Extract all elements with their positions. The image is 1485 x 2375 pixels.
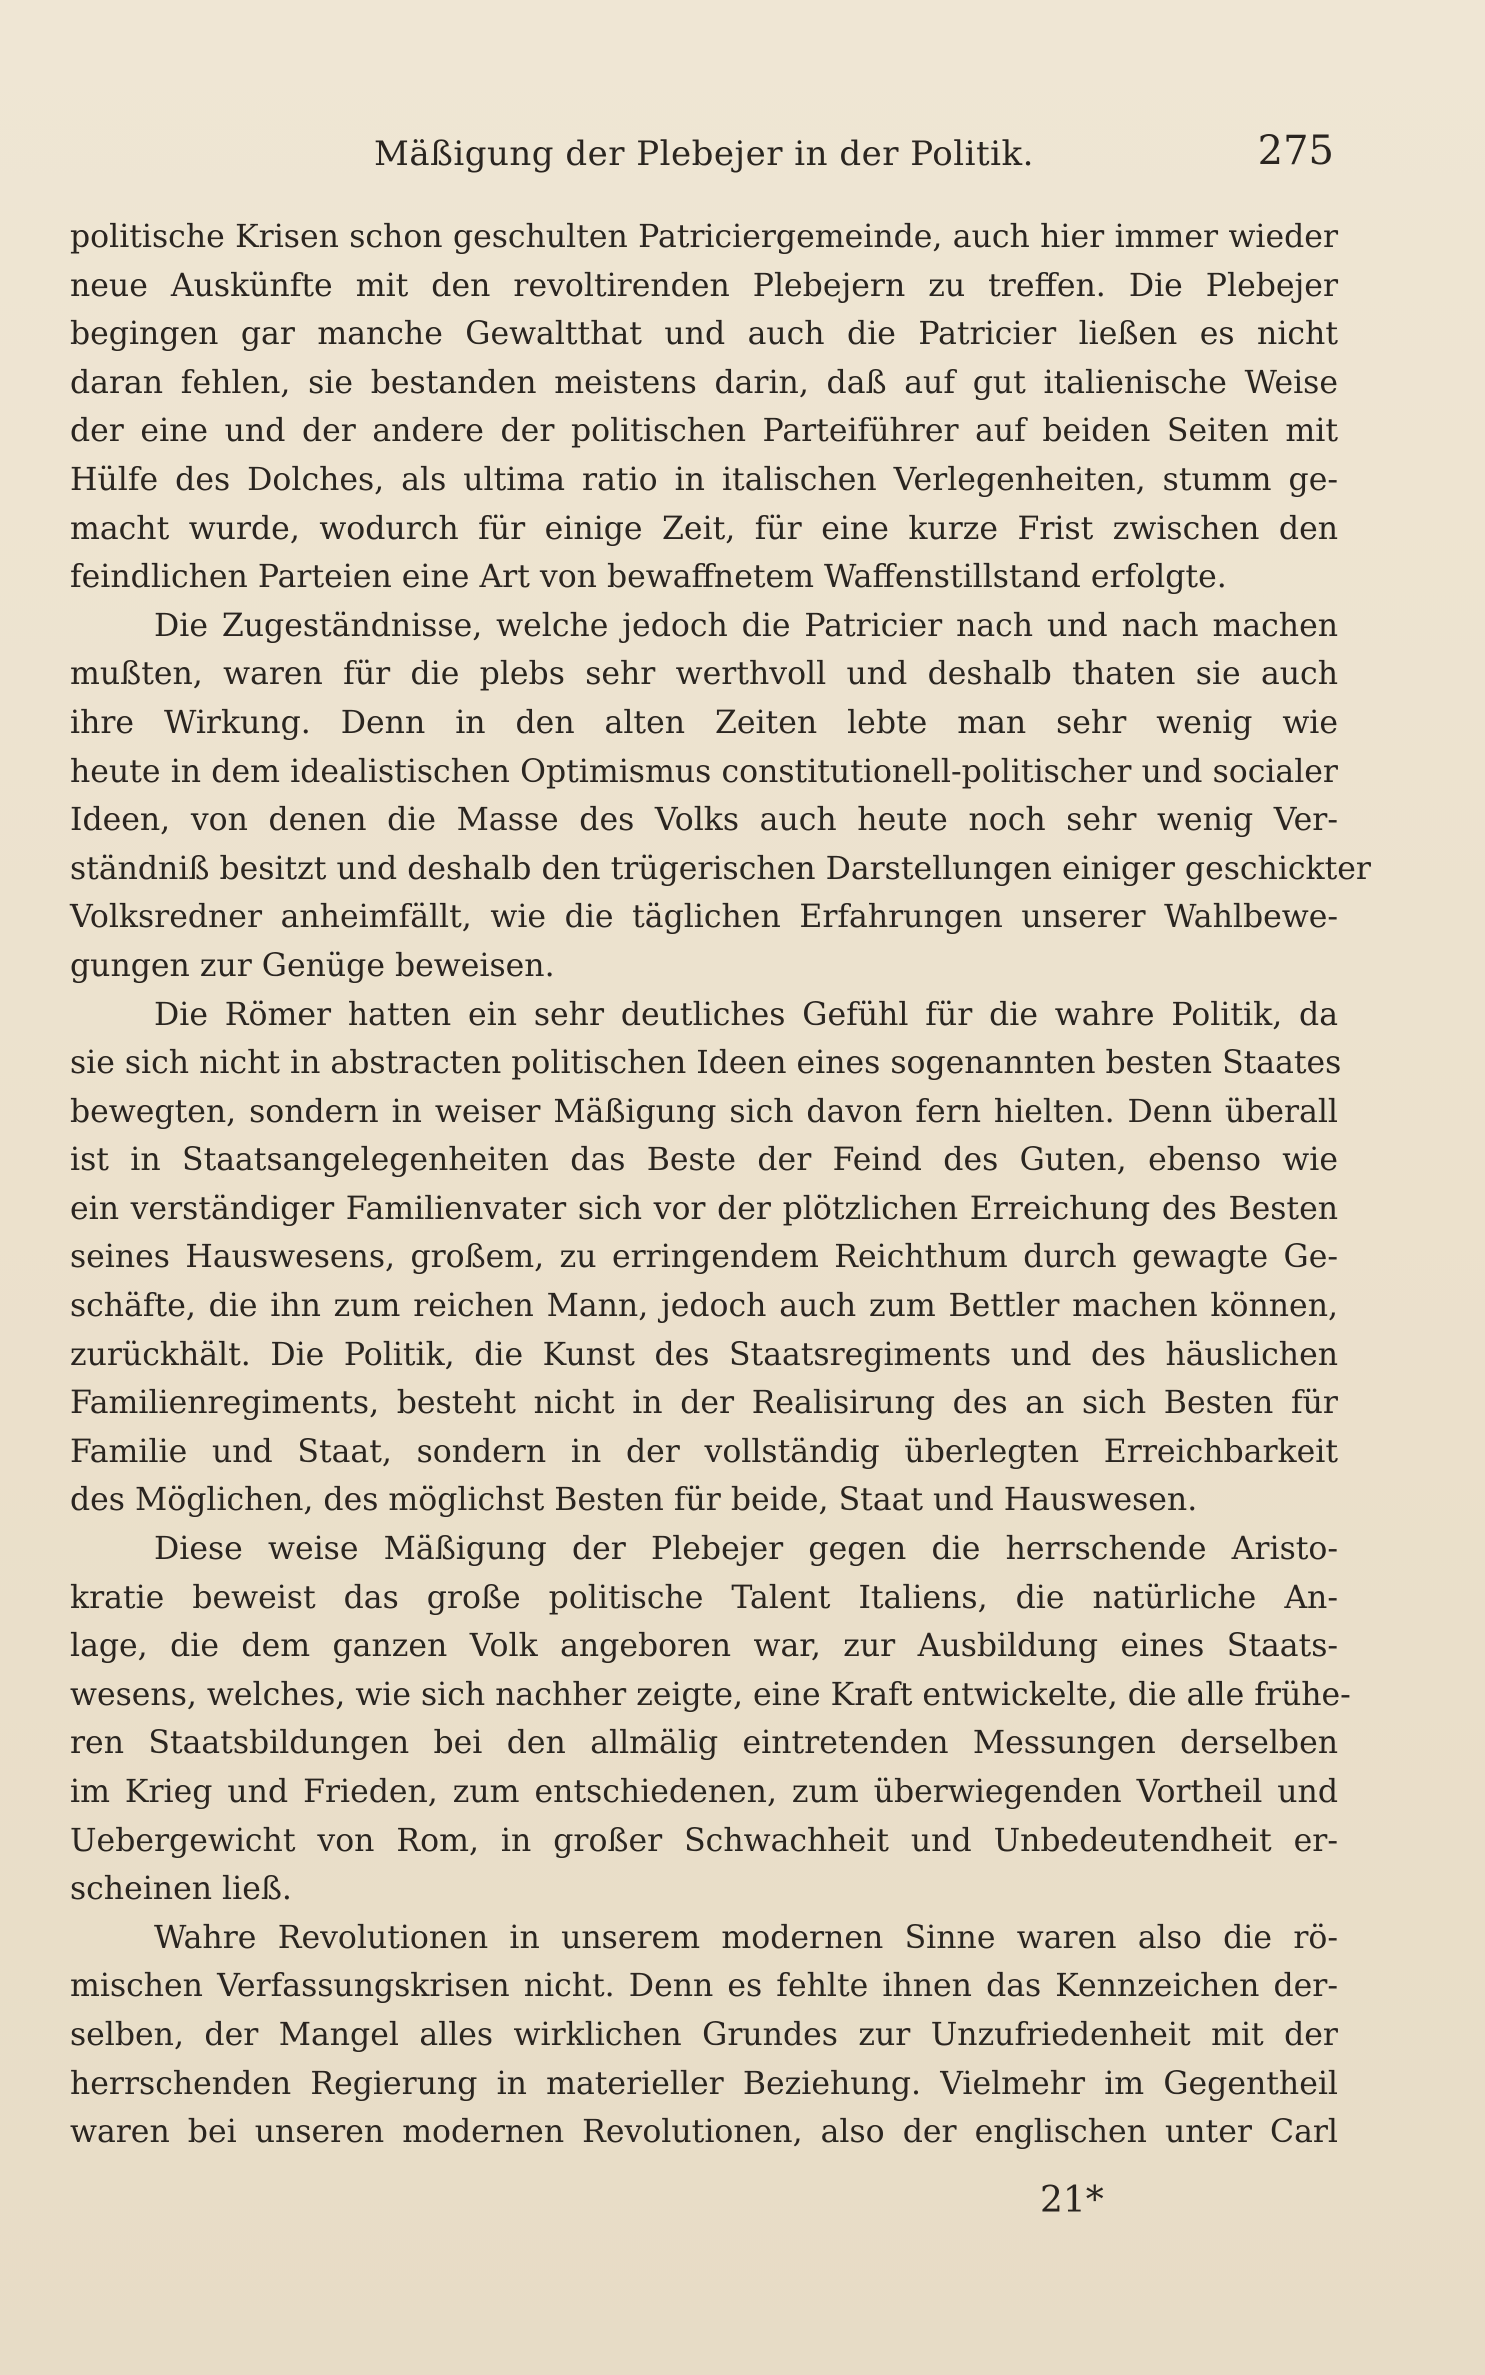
sheet-signature: 21* xyxy=(1040,2180,1104,2221)
text-line: kratie beweist das große politische Talent Italiens, die natürliche An- xyxy=(70,1579,1338,1616)
running-head xyxy=(70,128,1338,188)
text-line: Diese weise Mäßigung der Plebejer gegen die herrschende Aristo- xyxy=(154,1531,1338,1568)
text-line: Hülfe des Dolches, als ultima ratio in italischen Verlegenheiten, stumm ge- xyxy=(70,461,1338,498)
text-line: seines Hauswesens, großem, zu erringendem Reichthum durch gewagte Ge- xyxy=(70,1239,1338,1276)
text-line: Familienregiments, besteht nicht in der Realisirung des an sich Besten für xyxy=(70,1385,1338,1422)
text-line: Familie und Staat, sondern in der vollständig überlegten Erreichbarkeit xyxy=(70,1433,1338,1470)
text-line: im Krieg und Frieden, zum entschiedenen, zum überwiegenden Vortheil und xyxy=(70,1774,1338,1810)
body-text xyxy=(70,213,1371,2157)
text-line: bewegten, sondern in weiser Mäßigung sich davon fern hielten. Denn überall xyxy=(70,1093,1338,1130)
text-line: Wahre Revolutionen in unserem modernen Sinne waren also die rö- xyxy=(154,1919,1338,1956)
text-line: daran fehlen, sie bestanden meistens darin, daß auf gut italienische Weise xyxy=(70,364,1338,401)
text-line: schäfte, die ihn zum reichen Mann, jedoch auch zum Bettler machen können, xyxy=(70,1288,1338,1325)
text-line: der eine und der andere der politischen Parteiführer auf beiden Seiten mit xyxy=(70,413,1338,450)
text-line: mußten, waren für die plebs sehr werthvoll und deshalb thaten sie auch xyxy=(70,656,1338,693)
text-line: ein verständiger Familienvater sich vor der plötzlichen Erreichung des Besten xyxy=(70,1190,1338,1227)
running-title: Mäßigung der Plebejer in der Politik. xyxy=(374,134,1034,174)
text-line: waren bei unseren modernen Revolutionen, also der englischen unter Carl xyxy=(70,2114,1338,2151)
text-line: Volksredner anheimfällt, wie die täglichen Erfahrungen unserer Wahlbewe- xyxy=(70,899,1338,936)
text-line: Die Römer hatten ein sehr deutliches Gefühl für die wahre Politik, da xyxy=(154,996,1338,1033)
text-line: ihre Wirkung. Denn in den alten Zeiten lebte man sehr wenig wie xyxy=(70,704,1338,741)
text-line: Ideen, von denen die Masse des Volks auch heute noch sehr wenig Ver- xyxy=(70,802,1338,839)
text-line: macht wurde, wodurch für einige Zeit, für eine kurze Frist zwischen den xyxy=(70,510,1338,547)
text-line: ständniß besitzt und deshalb den trügerischen Darstellungen einiger geschickter xyxy=(70,850,1371,887)
text-line: ren Staatsbildungen bei den allmälig eintretenden Messungen derselben xyxy=(70,1725,1338,1762)
text-line: politische Krisen schon geschulten Patriciergemeinde, auch hier immer wieder xyxy=(70,219,1338,255)
text-line: lage, die dem ganzen Volk angeboren war, zur Ausbildung eines Staats- xyxy=(70,1628,1338,1665)
text-line: Die Zugeständnisse, welche jedoch die Patricier nach und nach machen xyxy=(154,607,1338,644)
text-line: neue Auskünfte mit den revoltirenden Plebejern zu treffen. Die Plebejer xyxy=(70,267,1338,304)
text-line: heute in dem idealistischen Optimismus constitutionell-politischer und socialer xyxy=(70,753,1338,790)
text-line: selben, der Mangel alles wirklichen Grundes zur Unzufriedenheit mit der xyxy=(70,2016,1338,2053)
text-line: wesens, welches, wie sich nachher zeigte, eine Kraft entwickelte, die alle frühe- xyxy=(70,1676,1351,1713)
text-line: Uebergewicht von Rom, in großer Schwachheit und Unbedeutendheit er- xyxy=(70,1822,1338,1859)
text-line: ist in Staatsangelegenheiten das Beste der Feind des Guten, ebenso wie xyxy=(70,1142,1338,1179)
text-line: des Möglichen, des möglichst Besten für beide, Staat und Hauswesen. xyxy=(70,1482,1198,1519)
text-line: zurückhält. Die Politik, die Kunst des Staatsregiments und des häuslichen xyxy=(70,1336,1338,1373)
text-line: feindlichen Parteien eine Art von bewaffnetem Waffenstillstand erfolgte. xyxy=(70,559,1227,596)
text-line: mischen Verfassungskrisen nicht. Denn es fehlte ihnen das Kennzeichen der- xyxy=(70,1968,1338,2005)
page-number: 275 xyxy=(1257,128,1334,174)
text-line: begingen gar manche Gewaltthat und auch die Patricier ließen es nicht xyxy=(70,316,1338,353)
text-line: herrschenden Regierung in materieller Beziehung. Vielmehr im Gegentheil xyxy=(70,2065,1338,2102)
text-line: sie sich nicht in abstracten politischen Ideen eines sogenannten besten Staates xyxy=(70,1045,1342,1082)
text-line: gungen zur Genüge beweisen. xyxy=(70,947,555,984)
text-line: scheinen ließ. xyxy=(70,1871,292,1908)
